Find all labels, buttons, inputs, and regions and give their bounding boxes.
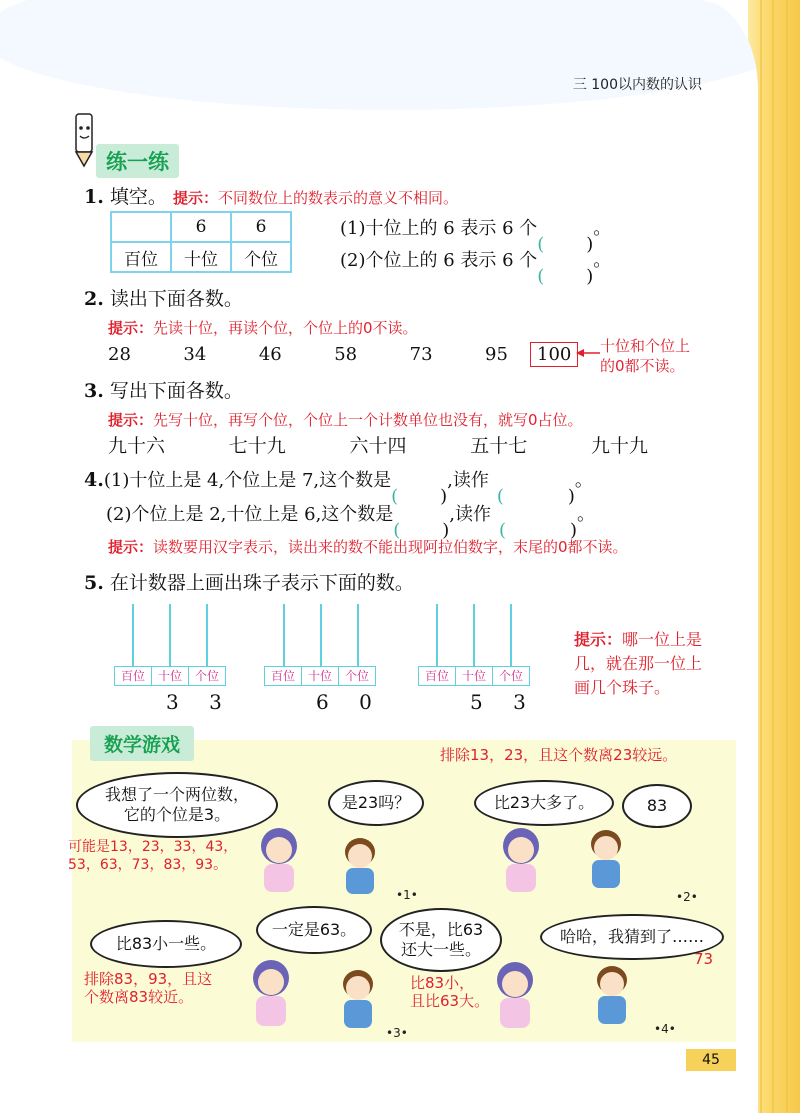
bubble-text: 比83小一些。 [115, 934, 217, 953]
bubble-text: 比23大多了。 [493, 793, 595, 812]
page-edge-line [786, 0, 788, 1113]
table-cell: 十位 [171, 242, 231, 272]
period: 。 [593, 218, 612, 239]
read-as: ,读作 [449, 504, 492, 525]
number-row [108, 344, 508, 365]
girl-character-icon [254, 826, 304, 894]
abacus-label: 十位 [456, 667, 493, 685]
note-line: 的0都不读。 [600, 357, 685, 375]
abacus-label: 十位 [302, 667, 339, 685]
q5-tip [574, 628, 702, 700]
page-number: 45 [686, 1049, 736, 1071]
abacus-rod [510, 604, 512, 666]
q1-sub1-text: (1)十位上的 6 表示 6 个 [340, 218, 538, 239]
number: 34 [183, 344, 207, 365]
abacus-label: 百位 [419, 667, 456, 685]
table-cell: 6 [231, 212, 291, 242]
question-2 [84, 284, 243, 311]
abacus-label: 百位 [115, 667, 152, 685]
speech-bubble [76, 772, 278, 838]
abacus-base [418, 666, 530, 686]
girl-character-icon [496, 826, 546, 894]
note-line: 且比63大。 [410, 992, 490, 1010]
table-cell: 个位 [231, 242, 291, 272]
tip-label: 提示： [574, 630, 623, 649]
girl-character-icon [490, 960, 540, 1032]
q3-tip [108, 409, 583, 430]
tip-text: 哪一位上是 [622, 630, 703, 649]
place-value-table [110, 211, 292, 273]
abacus-rod [206, 604, 208, 666]
read-as: ,读作 [447, 470, 489, 491]
boxed-number: 100 [530, 342, 578, 367]
panel-number: •2• [676, 890, 698, 904]
number-word: 六十四 [349, 435, 407, 457]
abacus-number: 6 0 [316, 690, 384, 714]
game-note: 排除13，23，且这个数离23较远。 [440, 746, 678, 764]
abacus-base [264, 666, 376, 686]
question-4-line1 [84, 466, 593, 492]
question-number: 3. [84, 380, 104, 402]
girl-character-icon [246, 958, 296, 1030]
period: 。 [574, 470, 593, 491]
question-4-line2 [106, 500, 595, 526]
question-3 [84, 376, 243, 403]
note-line: 53，63，73，83，93。 [68, 857, 228, 873]
period: 。 [577, 504, 596, 525]
game-note [410, 974, 489, 1010]
speech-bubble [380, 908, 502, 972]
q1-sub2-text: (2)个位上的 6 表示 6 个 [340, 250, 538, 271]
question-text: 在计数器上画出珠子表示下面的数。 [109, 572, 414, 594]
question-number: 5. [84, 572, 104, 594]
note-line: 可能是13，23，33，43， [68, 839, 238, 855]
question-number: 2. [84, 288, 104, 310]
abacus-rod [473, 604, 475, 666]
q1-sub2 [340, 246, 611, 272]
abacus-rod [320, 604, 322, 666]
speech-bubble [90, 920, 242, 968]
game-note [68, 838, 237, 874]
abacus-label: 个位 [344, 669, 369, 683]
tip-label: 提示： [108, 411, 154, 429]
speech-bubble [622, 784, 692, 828]
question-text: 写出下面各数。 [109, 380, 243, 402]
page-edge-line [760, 0, 762, 1113]
note-line: 比83小， [410, 974, 475, 992]
bubble-text: 一定是63。 [271, 920, 357, 939]
abacus-number: 3 3 [166, 690, 234, 714]
tip-text: 先写十位，再写个位，个位上一个计数单位也没有，就写0占位。 [153, 411, 583, 429]
abacus-rod [283, 604, 285, 666]
panel-number: •3• [386, 1026, 408, 1040]
question-text: 读出下面各数。 [109, 288, 243, 310]
number: 28 [108, 344, 131, 365]
panel-number: •1• [396, 888, 418, 902]
page-edge-line [772, 0, 774, 1113]
number: 73 [409, 344, 433, 365]
bubble-text: 哈哈，我猜到了…… [559, 927, 704, 946]
q4-line1-text: (1)十位上是 4,个位上是 7,这个数是 [103, 470, 392, 491]
tip-label: 提示： [108, 538, 154, 556]
period: 。 [593, 250, 612, 271]
abacus-label: 个位 [498, 669, 523, 683]
chapter-title: 三 100以内数的认识 [572, 77, 702, 93]
question-number: 4. [84, 469, 104, 491]
bubble-text: 它的个位是3。 [123, 805, 231, 824]
abacus-rod [169, 604, 171, 666]
abacus-rod [357, 604, 359, 666]
number-word: 五十七 [470, 435, 528, 457]
q4-tip [108, 536, 628, 557]
tip-text: 先读十位，再读个位，个位上的0不读。 [153, 319, 418, 337]
speech-bubble [474, 780, 614, 826]
number-word: 七十九 [228, 435, 286, 457]
boy-character-icon [588, 962, 636, 1026]
game-title: 数学游戏 [90, 726, 194, 761]
note-line: 十位和个位上 [600, 337, 691, 355]
bubble-text: 不是，比63 [398, 920, 484, 939]
speech-bubble [256, 906, 372, 954]
question-text: 填空。 [109, 186, 167, 208]
bubble-text: 我想了一个两位数， [104, 785, 249, 804]
section-title: 练一练 [96, 144, 179, 178]
speech-bubble [328, 780, 424, 826]
number: 95 [485, 344, 508, 365]
number-word: 九十九 [590, 435, 648, 457]
words-row [108, 431, 648, 458]
q2-note [600, 336, 690, 376]
number: 58 [334, 344, 358, 365]
note-line: 个数离83较近。 [84, 988, 194, 1006]
tip-label: 提示： [172, 189, 218, 207]
q1-sub1 [340, 214, 611, 240]
tip-text: 画几个珠子。 [574, 678, 671, 697]
bubble-text: 83 [646, 796, 668, 815]
game-note [84, 970, 212, 1006]
table-cell: 百位 [111, 242, 171, 272]
abacus-number: 5 3 [470, 690, 538, 714]
question-number: 1. [84, 186, 104, 208]
table-cell: 6 [171, 212, 231, 242]
q4-line2-text: (2)个位上是 2,十位上是 6,这个数是 [106, 504, 394, 525]
tip-label: 提示： [108, 319, 154, 337]
q2-tip [108, 317, 418, 338]
arrow-left-icon [576, 347, 600, 359]
abacus-label: 百位 [265, 667, 302, 685]
table-cell [111, 212, 171, 242]
bubble-text: 还大一些。 [400, 940, 481, 959]
number: 46 [258, 344, 282, 365]
bubble-text: 是23吗？ [341, 793, 411, 812]
abacus-rod [436, 604, 438, 666]
abacus-label: 个位 [194, 669, 219, 683]
abacus-base [114, 666, 226, 686]
tip-text: 几，就在那一位上 [574, 654, 703, 673]
tip-text: 读数要用汉字表示，读出来的数不能出现阿拉伯数字，末尾的0都不读。 [153, 538, 628, 556]
number-word: 九十六 [108, 435, 166, 457]
question-5 [84, 568, 414, 595]
boy-character-icon [582, 826, 630, 890]
boy-character-icon [334, 966, 382, 1030]
panel-number: •4• [654, 1022, 676, 1036]
note-line: 排除83，93，且这 [84, 970, 213, 988]
abacus-label: 十位 [152, 667, 189, 685]
abacus-rod [132, 604, 134, 666]
boy-character-icon [336, 834, 384, 896]
answer-note: 73 [694, 950, 714, 968]
tip-text: 不同数位上的数表示的意义不相同。 [217, 189, 458, 207]
question-1 [84, 182, 458, 209]
